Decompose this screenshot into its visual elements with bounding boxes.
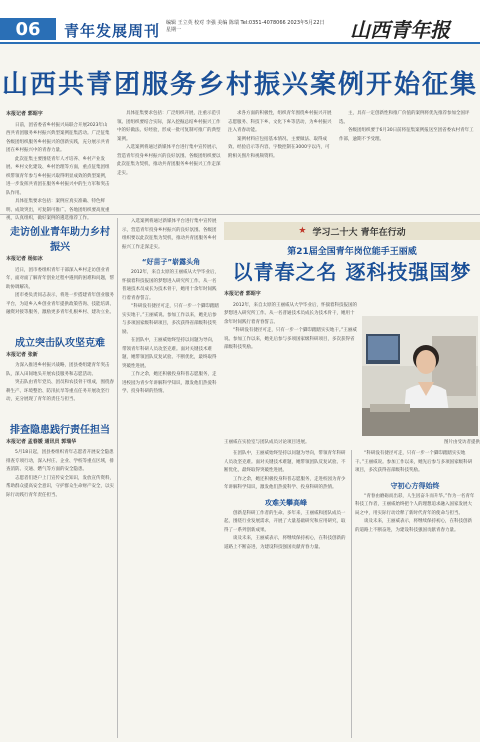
feature-photo — [362, 316, 478, 436]
paragraph: 具体征集要求包括：案例应真实准确、特色鲜明、成效突出，可复制可推广。各地团组织要高度重视，认真组织，做好案例的遴选推荐工作。 — [6, 199, 110, 221]
paragraph: 主，具有一定创新性和推广价值的案例将优先推荐参加全国评选。 — [339, 111, 470, 125]
paragraph: “科研没有捷径可走，只有一步一个脚印踏踏实实地干。”王丽威说。参加工作以来，她先后参与多项国家级科研项目，多次获得省部级科技奖励。 — [355, 451, 473, 473]
column-divider — [117, 218, 118, 738]
page-header — [0, 0, 480, 42]
paragraph: 入选案例将通过新媒体平台进行集中宣传展示，营造青年投身乡村振兴的良好氛围。各级团组织要以此次征集为契机，推动共青团服务乡村振兴工作走深走实。 — [117, 145, 221, 176]
paragraph: 2012年，来自太原的王丽威从大学毕业后，怀揣着科技报国的梦想进入研究所工作。从一名普通技术员成长为技术骨干，她用十余年时间践行着青春誓言。 — [122, 270, 219, 301]
paragraph: 工作之余，她还积极投身科普志愿服务，走进校园为青少年讲解科学知识，激发他们热爱科学、投身科研的热情。 — [224, 476, 346, 490]
feature-column-4 — [355, 450, 475, 738]
paragraph: 在团队中，王丽威始终坚持以问题为导向，带领青年科研人员攻坚克难。面对关键技术难题，她带领团队反复试验、不断优化，最终取得突破性进展。 — [122, 338, 217, 369]
paragraph: 入选案例将通过新媒体平台进行集中宣传展示，营造青年投身乡村振兴的良好氛围。各级团组织要以此次征集为契机，推动共青团服务乡村振兴工作走深走实。 — [122, 219, 217, 250]
paragraph: 此次征集主要围绕青年人才培养、乡村产业发展、乡村文化建设、乡村治理等方面，重点征集团组织带领青年参与乡村振兴取得明显成效的典型案例，进一步发挥共青团在服务乡村振兴中的生力军和突击队作用。 — [6, 156, 110, 196]
paragraph: “科研没有捷径可走，只有一步一个脚印踏踏实实地干。”王丽威说。参加工作以来，她先后参与多项国家级科研项目，多次获得省部级科技奖励。 — [122, 304, 219, 335]
paragraph: 创新是科研工作者的生命。多年来，王丽威和团队成员一起，围绕行业发展需求，开展了大量基础研究和应用研究，取得了一系列创新成果。 — [224, 510, 346, 533]
feature-column-3 — [224, 450, 348, 738]
paragraph: 求各方面的积极性，组织青年围绕乡村振兴开展志愿服务、科技下乡、文化下乡等活动，为乡村振兴注入青春动能。 — [228, 111, 332, 133]
paragraph: 团市委负责同志表示，将进一步搭建青年创业服务平台，为返乡入乡创业青年提供政策咨询、技能培训、融资对接等服务，激励更多青年扎根乡村、建功立业。 — [6, 293, 114, 315]
photo-caption — [224, 440, 480, 446]
paragraph: 5月18日起，团县委组织青年志愿者开展安全隐患排查专项行动，深入村庄、企业、学校等重点区域，排查消防、交通、燃气等方面的安全隐患。 — [6, 450, 114, 472]
feature-subhead: 攻难关攀高峰 — [265, 498, 307, 507]
paragraph: 谈及未来，王丽威表示，将继续保持初心，在科技创新的道路上不断奋进，为建设科技强国贡献青春力量。 — [224, 536, 346, 550]
caption-text: 王丽威在实验室与团队成员讨论项目进展。 — [224, 440, 310, 445]
lead-column — [6, 110, 111, 221]
column-divider — [351, 450, 352, 738]
left-stories — [6, 218, 114, 738]
paragraph: 突击队由青年党员、团员和农技骨干组成，围绕春耕生产、环境整治、防汛抗旱等重点任务开展攻坚行动，充分展现了青年的责任与担当。 — [6, 380, 114, 402]
story-title: 走访创业青年助力乡村振兴 — [10, 227, 110, 253]
paragraph: 2012年，来自太原的王丽威从大学毕业后，怀揣着科技报国的梦想进入研究所工作。从一名普通技术员成长为技术骨干，她用十余年时间践行着青春誓言。 — [224, 302, 357, 325]
header-meta: 编辑 王立英 校对 李强 美编 陈瑞 Tel:0351-4078066 2023年5月22日 星期一 — [166, 20, 325, 33]
paragraph: 具体征集要求包括：广泛组织开展，注重示范引领。团组织要结合实际，深入挖掘总结乡村振兴工作中的好做法、好经验，形成一批可复制可推广的典型案例。 — [117, 111, 221, 142]
story-author: 本报记者 张新 — [6, 351, 38, 358]
section-divider — [0, 214, 480, 215]
lead-column-2 — [117, 110, 222, 210]
feature-kicker: 第21届全国青年岗位能手王丽威 — [287, 247, 417, 257]
paragraph: 在团队中，王丽威始终坚持以问题为导向，带领青年科研人员攻坚克难。面对关键技术难题，她带领团队反复试验、不断优化，最终取得突破性进展。 — [224, 451, 346, 473]
person-at-computer-photo — [362, 316, 478, 436]
section-title: 青年发展周刊 — [64, 22, 161, 40]
paragraph: 工作之余，她还积极投身科普志愿服务，走进校园为青少年讲解科学知识，激发他们热爱科学、投身科研的热情。 — [122, 372, 217, 394]
newspaper-logo: 山西青年报 — [350, 18, 450, 42]
feature-column-2 — [224, 290, 358, 436]
header-divider — [0, 42, 480, 44]
story-title: 成立突击队攻坚克难 — [15, 337, 105, 349]
feature-title: 以青春之名 逐科技强国梦 — [232, 260, 472, 284]
theme-banner — [224, 222, 480, 240]
paragraph: 案例材料应包括基本情况、主要做法、取得成效、经验启示等内容，字数控制在3000字以内，可附相关图片和视频资料。 — [228, 136, 330, 159]
page-number: 06 — [0, 18, 56, 40]
banner-text: 学习二十大 青年在行动 — [312, 227, 406, 238]
paragraph: 为深入推进乡村振兴战略，团县委组建青年突击队，深入田间地头开展农技服务和志愿活动。 — [6, 363, 110, 377]
paragraph: “青春由磨砺而出彩，人生因奋斗而升华。”作为一名青年科技工作者，王丽威始终把个人的理想追求融入国家发展大局之中，用实际行动诠释了新时代青年的使命与担当。 — [355, 493, 475, 516]
photo-credit: 图片由受访者提供 — [444, 440, 480, 445]
paragraph: “科研没有捷径可走，只有一步一个脚印踏踏实实地干。”王丽威说。参加工作以来，她先后参与多项国家级科研项目，多次获得省部级科技奖励。 — [224, 328, 357, 350]
lead-author: 本报记者 郭昭宇 — [6, 111, 43, 117]
lead-headline: 山西共青团服务乡村振兴案例开始征集 — [1, 70, 478, 100]
paragraph: 近日，团市委组织青年干部深入乡村走访创业青年，面对面了解青年创业过程中遇到的困难和问题，帮助协调解决。 — [6, 267, 114, 290]
feature-author: 本报记者 郭昭宇 — [224, 291, 261, 297]
feature-subhead: 守初心方得始终 — [390, 481, 440, 490]
star-icon: ★ — [298, 226, 307, 236]
paragraph: 志愿者们逐户上门宣传安全知识，发放宣传资料，帮助群众提高安全意识，守护群众生命财产安全，以实际行动践行青年责任担当。 — [6, 475, 114, 498]
feature-column-1 — [122, 218, 220, 738]
feature-subhead: “好苗子”崭露头角 — [141, 258, 201, 266]
story-author: 本报记者 杨如冰 — [6, 256, 43, 262]
story-author: 本报记者 孟春媛 通讯员 郭瑞华 — [6, 438, 77, 445]
paragraph: 各级团组织要于6月30日前将征集案例报送至团省委农村青年工作部，逾期不予受理。 — [339, 128, 474, 142]
story-title: 排查隐患践行责任担当 — [10, 424, 110, 436]
paragraph: 日前，团省委省乡村振兴局联合开展2023年山西共青团服务乡村振兴典型案例征集活动。广泛征集各级团组织服务乡村振兴的创新实践，充分展示共青团在乡村振兴中的青春力量。 — [6, 122, 110, 153]
paragraph: 谈及未来，王丽威表示，将继续保持初心，在科技创新的道路上不断奋进，为建设科技强国贡献青春力量。 — [355, 519, 472, 533]
lead-column-3 — [228, 110, 333, 210]
lead-column-4 — [339, 110, 475, 210]
